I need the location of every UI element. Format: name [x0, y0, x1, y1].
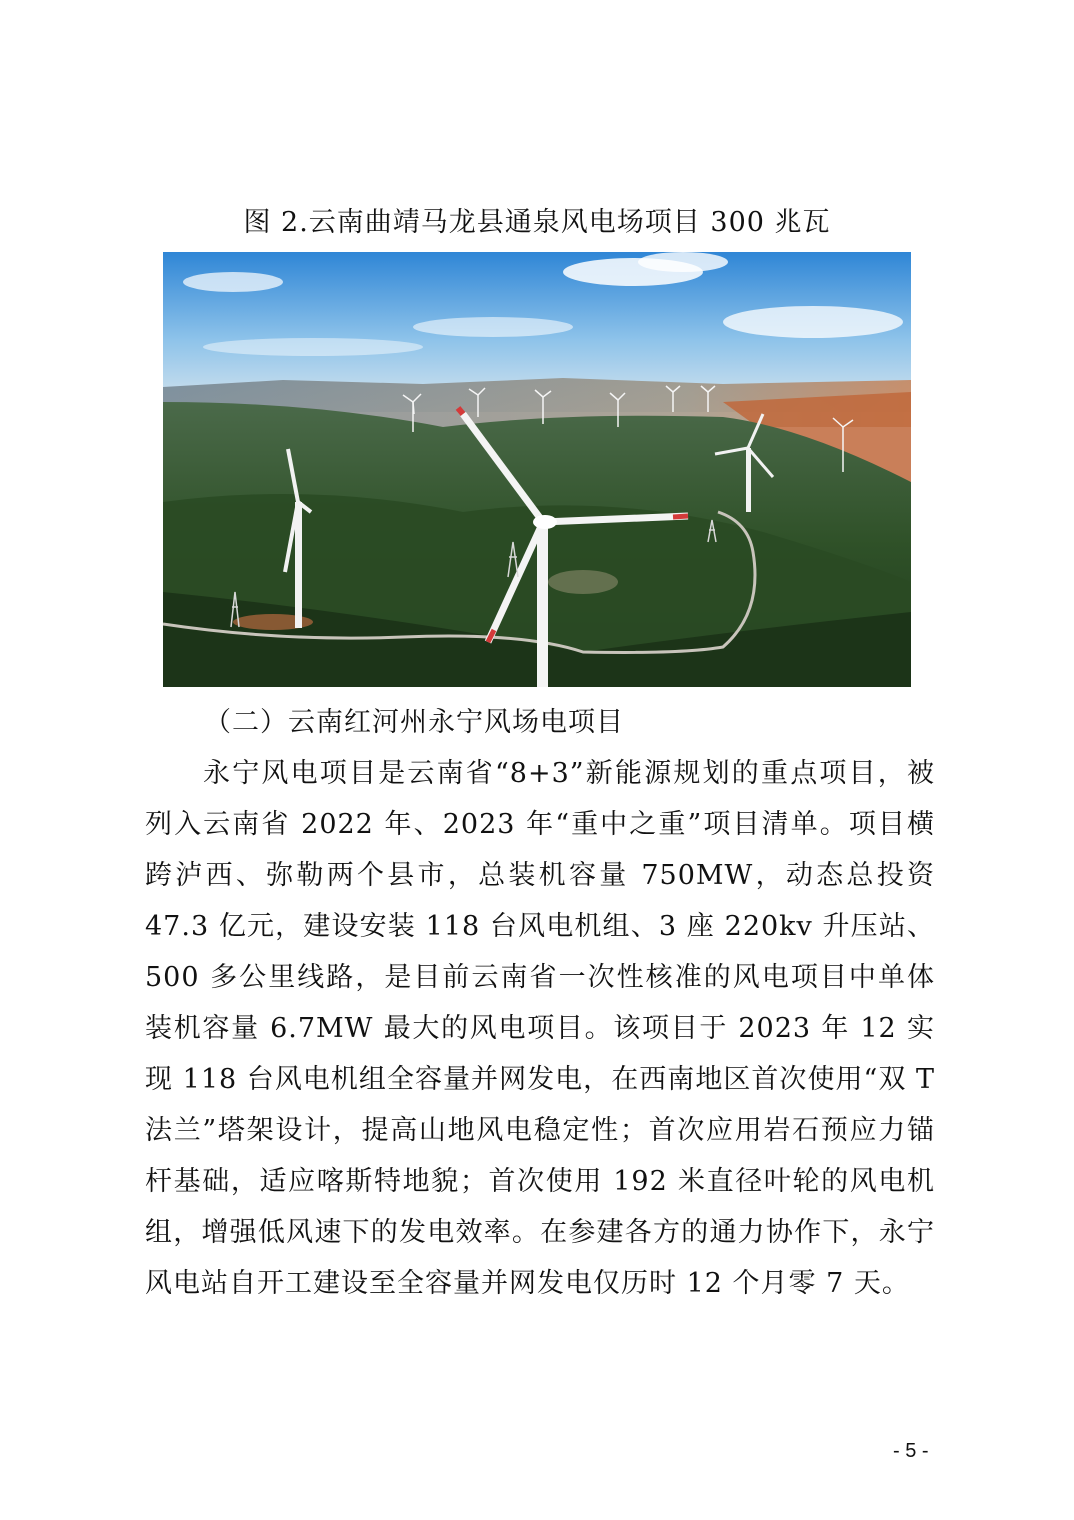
wind-farm-photo: [163, 252, 911, 687]
figure-caption: 图 2.云南曲靖马龙县通泉风电场项目 300 兆瓦: [243, 207, 831, 238]
page-number: - 5 -: [893, 1440, 929, 1462]
section-heading: （二）云南红河州永宁风场电项目: [204, 707, 624, 738]
section-paragraph: 永宁风电项目是云南省“8+3”新能源规划的重点项目，被列入云南省 2022 年、2023 年“重中之重”项目清单。项目横跨泸西、弥勒两个县市，总装机容量 750MW，动态总投资 47.3 亿元，建设安装 118 台风电机组、3 座 220kv 升压站、500 多公里线路，是目前云南省一次性核准的风电项目中单体装机容量 6.7MW 最大的风电项目。该项目于 2023 年 12 实现 118 台风电机组全容量并网发电，在西南地区首次使用“双 T 法兰”塔架设计，提高山地风电稳定性；首次应用岩石预应力锚杆基础，适应喀斯特地貌；首次使用 192 米直径叶轮的风电机组，增强低风速下的发电效率。在参建各方的通力协作下，永宁风电站自开工建设至全容量并网发电仅历时 12 个月零 7 天。: [145, 758, 935, 1299]
